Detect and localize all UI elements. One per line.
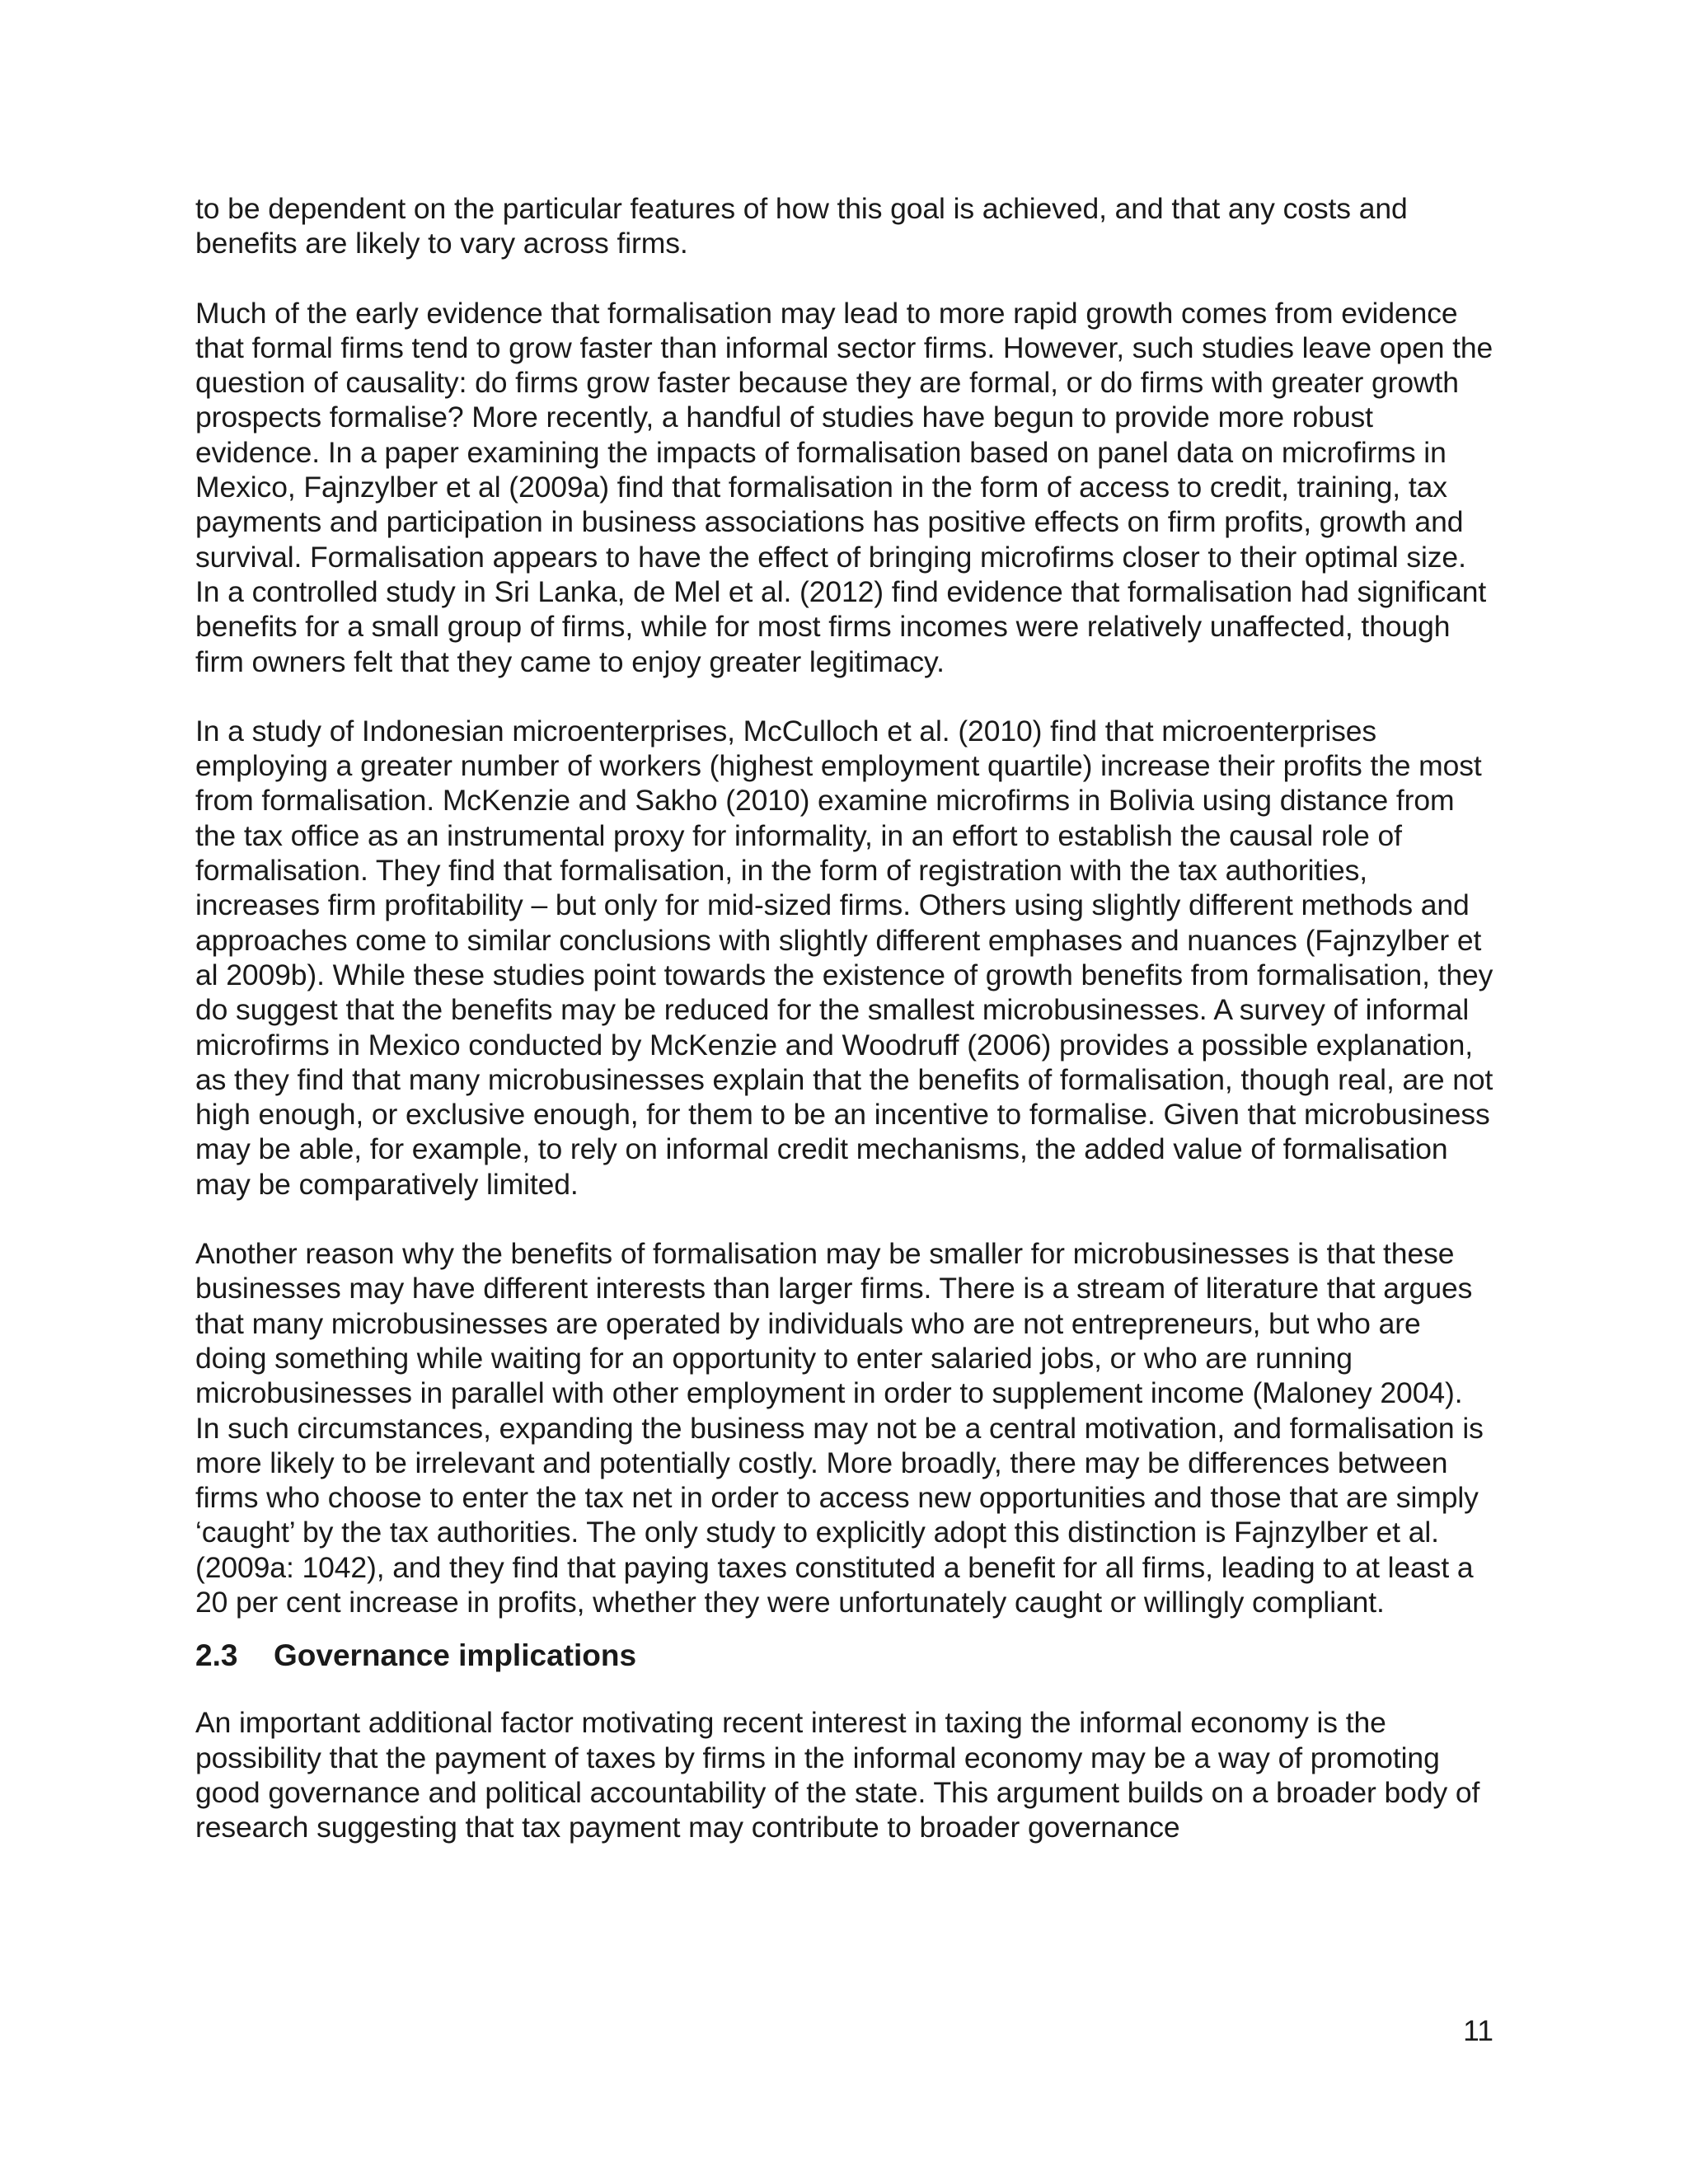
section-title: Governance implications xyxy=(274,1638,637,1673)
section-paragraph-1: An important additional factor motivating recent interest in taxing the informal economy is the possibility that the payment of taxes by firms in the informal economy may be a way of promoting good governance and political accountability of the state. This argument builds on a broader body of research suggesting that tax payment may contribute to broader governance xyxy=(195,1706,1480,1844)
page-body xyxy=(195,191,1493,1844)
page-number: 11 xyxy=(1463,2014,1493,2047)
paragraph-1: to be dependent on the particular features of how this goal is achieved, and that any costs and benefits are likely to vary across firms. xyxy=(195,192,1408,260)
paragraph-2: Much of the early evidence that formalisation may lead to more rapid growth comes from evidence that formal firms tend to grow faster than informal sector firms. However, such studies leave open the question of causality: do firms grow faster because they are formal, or do firms with greater growth prospects formalise? More recently, a handful of studies have begun to provide more robust evidence. In a paper examining the impacts of formalisation based on panel data on microfirms in Mexico, Fajnzylber et al (2009a) find that formalisation in the form of access to credit, training, tax payments and participation in business associations has positive effects on firm profits, growth and survival. Formalisation appears to have the effect of bringing microfirms closer to their optimal size. In a controlled study in Sri Lanka, de Mel et al. (2012) find evidence that formalisation had significant benefits for a small group of firms, while for most firms incomes were relatively unaffected, though firm owners felt that they came to enjoy greater legitimacy. xyxy=(195,296,1493,678)
section-number: 2.3 xyxy=(195,1638,238,1673)
paragraph-3: In a study of Indonesian microenterprises, McCulloch et al. (2010) find that microenterprises employing a greater number of workers (highest employment quartile) increase their profits the most from formalisation. McKenzie and Sakho (2010) examine microfirms in Bolivia using distance from the tax office as an instrumental proxy for informality, in an effort to establish the causal role of formalisation. They find that formalisation, in the form of registration with the tax authorities, increases firm profitability – but only for mid-sized firms. Others using slightly different methods and approaches come to similar conclusions with slightly different emphases and nuances (Fajnzylber et al 2009b). While these studies point towards the existence of growth benefits from formalisation, they do suggest that the benefits may be reduced for the smallest microbusinesses. A survey of informal microfirms in Mexico conducted by McKenzie and Woodruff (2006) provides a possible explanation, as they find that many microbusinesses explain that the benefits of formalisation, though real, are not high enough, or exclusive enough, for them to be an incentive to formalise. Given that microbusiness may be able, for example, to rely on informal credit mechanisms, the added value of formalisation may be comparatively limited. xyxy=(195,714,1493,1201)
paragraph-4: Another reason why the benefits of formalisation may be smaller for microbusinesses is that these businesses may have different interests than larger firms. There is a stream of literature that argues that many microbusinesses are operated by individuals who are not entrepreneurs, but who are doing something while waiting for an opportunity to enter salaried jobs, or who are running microbusinesses in parallel with other employment in order to supplement income (Maloney 2004). In such circumstances, expanding the business may not be a central motivation, and formalisation is more likely to be irrelevant and potentially costly. More broadly, there may be differences between firms who choose to enter the tax net in order to access new opportunities and those that are simply ‘caught’ by the tax authorities. The only study to explicitly adopt this distinction is Fajnzylber et al. (2009a: 1042), and they find that paying taxes constituted a benefit for all firms, leading to at least a 20 per cent increase in profits, whether they were unfortunately caught or willingly compliant. xyxy=(195,1237,1484,1619)
section-heading xyxy=(195,1638,1493,1674)
